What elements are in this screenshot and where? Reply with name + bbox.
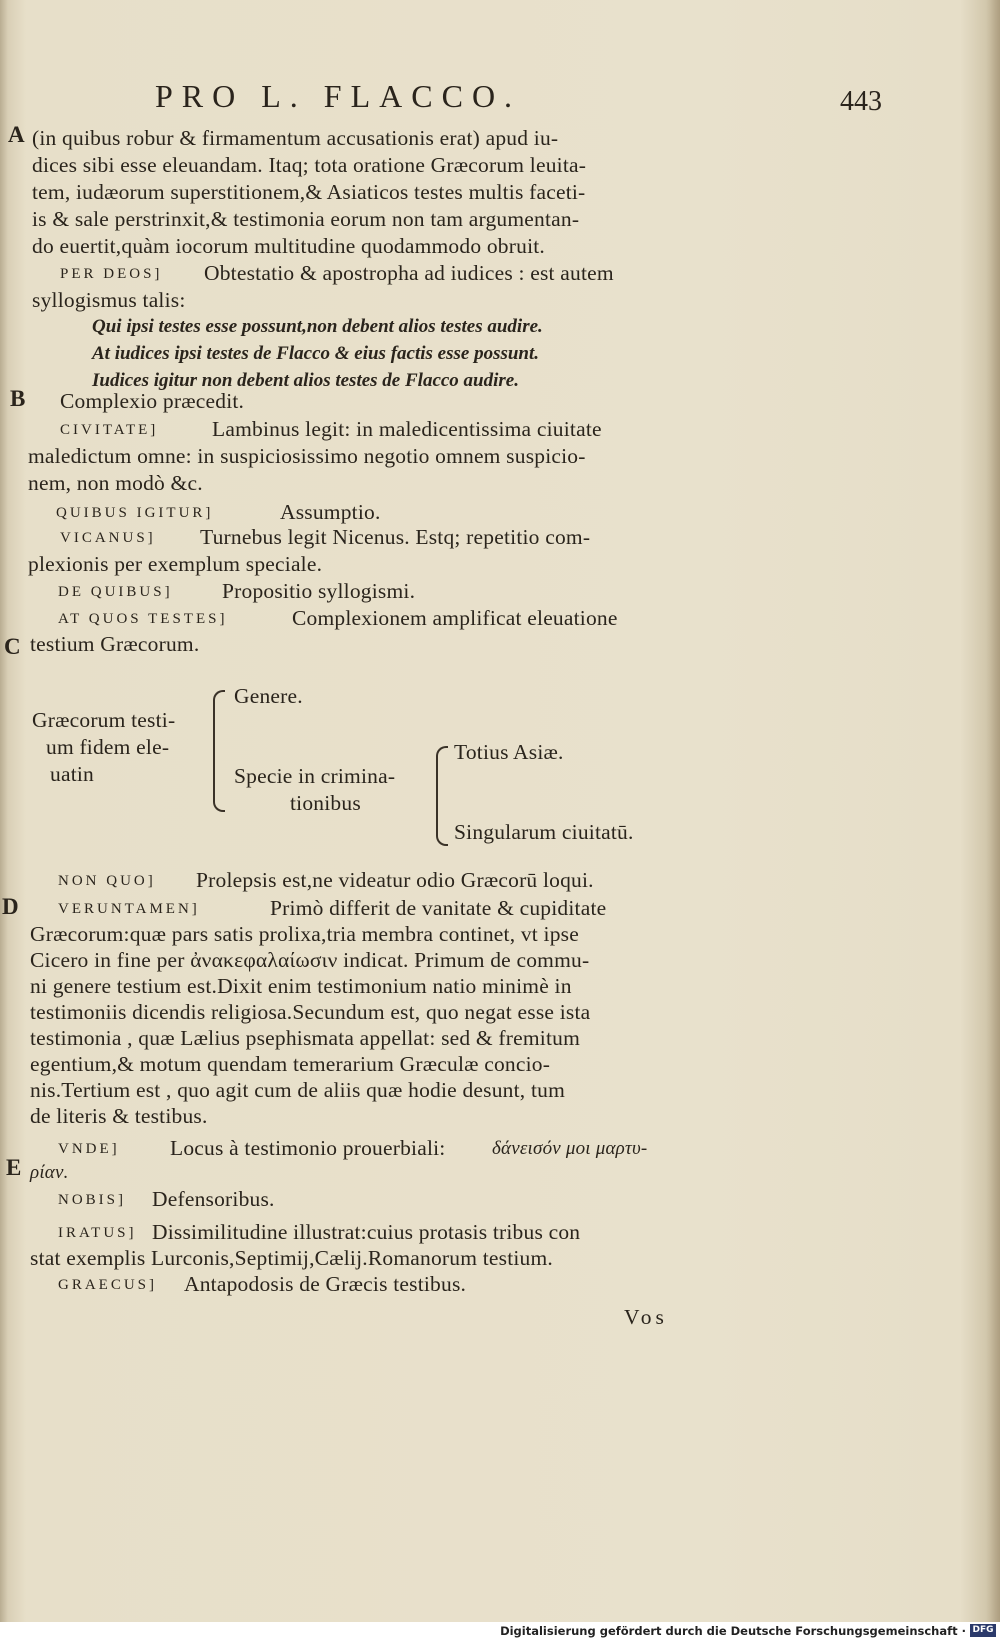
lemma-per-deos: PER DEOS] [60, 266, 163, 282]
dfg-logo: DFG [970, 1624, 996, 1637]
text-line: Græcorum:quæ pars satis prolixa,tria membra continet, vt ipse [30, 922, 579, 946]
lemma-civitate: CIVITATE] [60, 422, 159, 438]
diagram-root-line: Græcorum testi- [32, 708, 176, 732]
diagram-specie: Specie in crimina- [234, 764, 396, 788]
text-line: Propositio syllogismi. [222, 579, 416, 603]
text-line: de literis & testibus. [30, 1104, 208, 1128]
diagram-brace-sub [436, 746, 448, 846]
lemma-quibus-igitur: QUIBUS IGITUR] [56, 505, 214, 521]
text-line: Defensoribus. [152, 1187, 275, 1211]
text-line: nis.Tertium est , quo agit cum de aliis quæ hodie desunt, tum [30, 1078, 565, 1102]
text-line: testium Græcorum. [30, 632, 200, 656]
syllogism-minor: At iudices ipsi testes de Flacco & eius factis esse possunt. [92, 343, 540, 364]
text-line: Complexionem amplificat eleuatione [292, 606, 618, 630]
text-line: Locus à testimonio prouerbiali: [170, 1136, 446, 1160]
text-line: Lambinus legit: in maledicentissima ciuitate [212, 417, 602, 441]
diagram-root-line: um fidem ele- [46, 735, 170, 759]
footer-credit: Digitalisierung gefördert durch die Deutsche Forschungsgemeinschaft · [500, 1624, 966, 1638]
lemma-vicanus: VICANUS] [60, 530, 156, 546]
text-line: maledictum omne: in suspiciosissimo negotio omnem suspicio- [28, 444, 586, 468]
text-line: tem, iudæorum superstitionem,& Asiaticos testes multis faceti- [32, 180, 586, 204]
syllogism-major: Qui ipsi testes esse possunt,non debent alios testes audire. [92, 316, 543, 337]
text-line: syllogismus talis: [32, 288, 186, 312]
text-line: egentium,& motum quendam temerarium Græculæ concio- [30, 1052, 551, 1076]
text-line: Turnebus legit Nicenus. Estq; repetitio com- [200, 525, 591, 549]
text-line: (in quibus robur & firmamentum accusationis erat) apud iu- [32, 126, 559, 150]
text-line: ni genere testium est.Dixit enim testimonium natio minimè in [30, 974, 572, 998]
greek-proverb: δάνεισόν μοι μαρτυ- [492, 1138, 648, 1159]
diagram-genere: Genere. [234, 684, 303, 708]
page-number: 443 [840, 86, 882, 117]
running-title: PRO L. FLACCO. [155, 78, 522, 114]
text-line: plexionis per exemplum speciale. [28, 552, 323, 576]
text-line: Prolepsis est,ne videatur odio Græcorū loqui. [196, 868, 594, 892]
text-line: testimoniis dicendis religiosa.Secundum est, quo negat esse ista [30, 1000, 591, 1024]
diagram-specie: tionibus [290, 791, 361, 815]
text-line: Cicero in fine per ἀνακεφαλαίωσιν indicat. Primum de commu- [30, 948, 590, 972]
text-line: Antapodosis de Græcis testibus. [184, 1272, 467, 1296]
page-edge-shadow [986, 0, 1000, 1622]
text-line: dices sibi esse eleuandam. Itaq; tota oratione Græcorum leuita- [32, 153, 587, 177]
text-line: Obtestatio & apostropha ad iudices : est autem [204, 261, 614, 285]
margin-letter-a: A [8, 122, 25, 147]
lemma-iratus: IRATUS] [58, 1225, 137, 1241]
text-line: Primò differit de vanitate & cupiditate [270, 896, 607, 920]
lemma-graecus: GRAECUS] [58, 1277, 158, 1293]
text-line: stat exemplis Lurconis,Septimij,Cælij.Romanorum testium. [30, 1246, 553, 1270]
text-line: Complexio præcedit. [60, 389, 245, 413]
lemma-nobis: NOBIS] [58, 1192, 127, 1208]
catchword: Vos [624, 1305, 668, 1329]
lemma-de-quibus: DE QUIBUS] [58, 584, 173, 600]
text-line: Assumptio. [280, 500, 381, 524]
diagram-totius: Totius Asiæ. [454, 740, 564, 764]
lemma-non-quo: NON QUO] [58, 873, 156, 889]
diagram-singularum: Singularum ciuitatū. [454, 820, 634, 844]
text-line: nem, non modò &c. [28, 471, 203, 495]
text-line: do euertit,quàm iocorum multitudine quodammodo obruit. [32, 234, 545, 258]
lemma-at-quos: AT QUOS TESTES] [58, 611, 228, 627]
lemma-unde: VNDE] [58, 1141, 120, 1157]
text-line: Dissimilitudine illustrat:cuius protasis tribus con [152, 1220, 581, 1244]
syllogism-conclusion: Iudices igitur non debent alios testes de Flacco audire. [92, 370, 519, 391]
text-line: is & sale perstrinxit,& testimonia eorum non tam argumentan- [32, 207, 580, 231]
margin-letter-e: E [6, 1155, 22, 1180]
margin-letter-c: C [4, 634, 21, 659]
diagram-brace-main [213, 690, 225, 812]
diagram-root-line: uatin [50, 762, 94, 786]
margin-letter-d: D [2, 894, 19, 919]
margin-letter-b: B [10, 386, 26, 411]
text-line: testimonia , quæ Lælius psephismata appellat: sed & fremitum [30, 1026, 581, 1050]
lemma-veruntamen: VERUNTAMEN] [58, 901, 200, 917]
greek-proverb: ρίαν. [30, 1162, 69, 1183]
